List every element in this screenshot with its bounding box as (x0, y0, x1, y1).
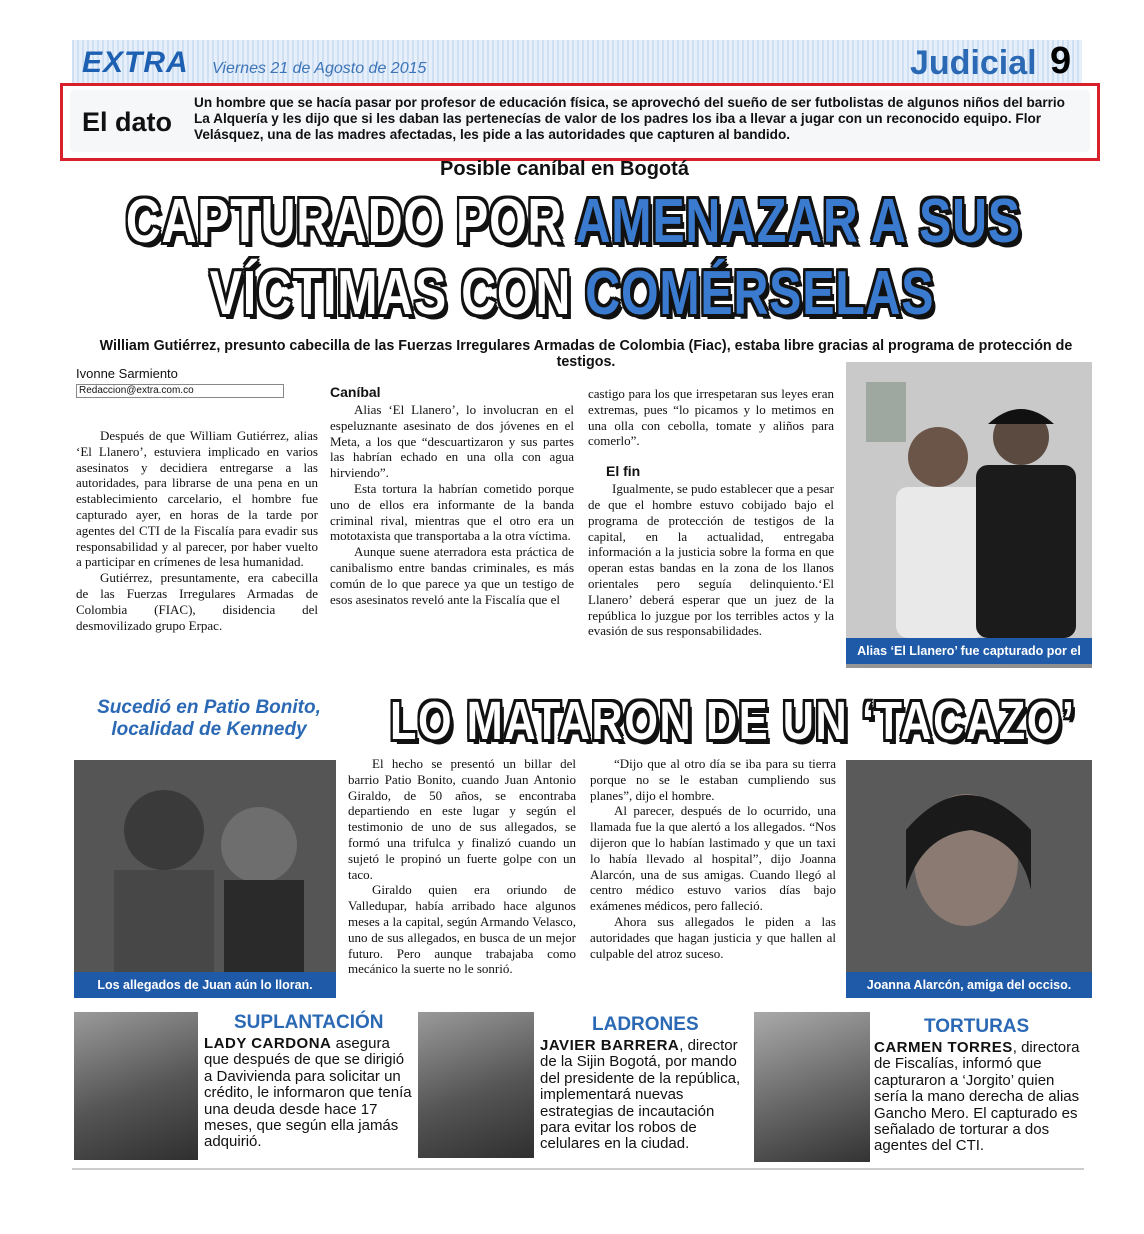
brief-body: , directora de Fiscalías, informó que capturaron a ‘Jorgito’ quien sería la mano derecha de alias Gancho Mero. El capturado es señalado de torturar a dos agentes del CTI. (874, 1039, 1080, 1155)
headline-part-blue: COMÉRSELAS (585, 259, 935, 328)
brief-title-ladrones: LADRONES (592, 1014, 699, 1035)
brief-text-suplantacion (204, 1036, 412, 1151)
story2-headline: LO MATARON DE UN ‘TACAZO’ (390, 691, 1076, 751)
brief-name: JAVIER BARRERA (540, 1037, 680, 1054)
photo-capture (846, 362, 1092, 668)
paragraph: “Dijo que al otro día se iba para su tierra porque no se le estaban cumpliendo sus planes”, dijo el hombre. (590, 756, 836, 803)
byline-email: Redaccion@extra.com.co (76, 384, 284, 398)
paragraph: Ahora sus allegados le piden a las autoridades que hagan justicia y que hallen al culpable del atroz suceso. (590, 913, 836, 961)
section-title: Judicial (910, 44, 1037, 82)
photo-lady-cardona (74, 1012, 198, 1160)
photo-carmen-torres (754, 1012, 870, 1162)
brief-text-torturas (874, 1040, 1084, 1155)
story2-column-2 (590, 756, 836, 961)
paragraph: Alias ‘El Llanero’, lo involucran en el espeluznante asesinato de dos jóvenes en el Meta, a los que “descuartizaron y sus partes las habrían echado en una olla con agua hirviendo”. (330, 402, 574, 481)
brief-title-suplantacion: SUPLANTACIÓN (234, 1012, 384, 1033)
byline: Ivonne Sarmiento (76, 366, 178, 381)
photo-mourners (74, 760, 336, 996)
story1-headline-line2 (126, 258, 1018, 329)
headline-part: CAPTURADO POR (125, 187, 576, 256)
story1-headline-line1 (125, 186, 1021, 257)
story1-column-3 (588, 386, 834, 639)
dato-label: El dato (82, 107, 173, 137)
brief-title-torturas: TORTURAS (924, 1016, 1030, 1037)
subheading: El fin (606, 463, 641, 480)
paragraph: Giraldo quien era oriundo de Valledupar, había arribado hace algunos meses a la capital, según Armando Velasco, uno de sus allegados, en busca de un mejor futuro. Pero aunque trabajaba como mecánico la suerte no le sonrió. (348, 882, 576, 977)
brief-text-ladrones (540, 1038, 748, 1153)
photo-caption: Los allegados de Juan aún lo lloran. (74, 972, 336, 998)
subheading: Caníbal (330, 384, 381, 400)
story2-kicker (76, 697, 342, 741)
story1-column-2 (330, 384, 574, 607)
headline-part: VÍCTIMAS CON (209, 259, 586, 328)
paragraph: Al parecer, después de lo ocurrido, una llamada fue la que alertó a los allegados. “Nos dijeron que lo habían lastimado y que un taxi lo había llevado al hospital”, dijo Joanna Alarcón, una de sus amigas. Cuando llegó al centro médico estuvo varios días bajo exámenes médicos, pero falleció. (590, 803, 836, 914)
bottom-rule (72, 1168, 1084, 1170)
paragraph: El hecho se presentó un billar del barrio Patio Bonito, cuando Juan Antonio Giraldo, de 50 años, se encontraba departiendo en este lugar y según el testimonio de uno de sus allegados, se formó una trifulca y finalizó cuando un sujetó le propinó un fuerte golpe con un taco. (348, 756, 576, 882)
issue-date: Viernes 21 de Agosto de 2015 (212, 60, 427, 77)
photo-javier-barrera (418, 1012, 534, 1158)
paragraph: Aunque suene aterradora esta práctica de canibalismo entre bandas criminales, es más común de lo que parece ya que un testigo de esos asesinatos reveló ante la Fiscalía que el (330, 544, 574, 607)
photo-capture-illustration (846, 362, 1092, 638)
story1-subhead: William Gutiérrez, presunto cabecilla de las Fuerzas Irregulares Armadas de Colombia (Fiac), estaba libre gracias al programa de protección de testigos. (99, 338, 1073, 370)
paragraph: Esta tortura la habrían cometido porque uno de ellos era informante de la banda criminal rival, mientras que el otro era un mototaxista que transportaba a la otra víctima. (330, 480, 574, 544)
story1-kicker: Posible caníbal en Bogotá (440, 158, 689, 180)
kicker-line: Sucedió en Patio Bonito, (97, 697, 321, 718)
brief-body: asegura que después de que se dirigió a Davivienda para solicitar un crédito, le informaron que tenía una deuda desde hace 17 meses, que según ella jamás adquirió. (204, 1035, 412, 1151)
photo-caption: Joanna Alarcón, amiga del occiso. (846, 972, 1092, 998)
newspaper-logo: EXTRA (82, 46, 189, 79)
photo-joanna-illustration (846, 760, 1092, 972)
paragraph: Después de que William Gutiérrez, alias ‘El Llanero’, estuviera implicado en varios asesinatos y decidiera entregarse a las autoridades, para librarse de una pena en un establecimiento carcelario, el hombre fue capturado ayer, en horas de la tarde por agentes del CTI de la Fiscalía para evadir sus responsabilidad y al parecer, por haber vuelto a participar en crímenes de lesa humanidad. (76, 428, 318, 570)
photo-mourners-illustration (74, 760, 336, 972)
brief-body: , director de la Sijin Bogotá, por mando del presidente de la república, implementará nuevas estrategias de incautación para evitar los robos de celulares en la ciudad. (540, 1037, 741, 1153)
headline-part-blue: AMENAZAR A SUS (575, 187, 1021, 256)
story2-column-1 (348, 756, 576, 977)
paragraph: Igualmente, se pudo establecer que a pesar de que el hombre estuvo cobijado bajo el programa de protección de testigos de la capital, en la actualidad, entregaba información a la justicia sobre la forma en que operan estas bandas en la zona de los llanos orientales pero seguía delinquiento.‘El Llanero’ deberá esperar que un juez de la república lo juzgue por los terribles actos y la evasión de sus responsabilidades. (588, 481, 834, 639)
dato-text: Un hombre que se hacía pasar por profesor de educación física, se aprovechó del sueño de ser futbolistas de algunos niños del barrio La Alquería y les dijo que si les daban las pertenecías de valor de los padres los iba a llevar a jugar con un reconocido equipo. Flor Velásquez, una de las madres afectadas, les pide a las autoridades que capturen al bandido. (194, 95, 1065, 142)
kicker-line: localidad de Kennedy (111, 719, 307, 740)
page-number: 9 (1050, 40, 1072, 82)
paragraph: castigo para los que irrespetaran sus leyes eran extremas, pues “lo picamos y lo metimos en una olla con cebolla, tomate y aliños para comerlo”. (588, 386, 834, 449)
paragraph: Gutiérrez, presuntamente, era cabecilla de las Fuerzas Irregulares Armadas de Colombia (FIAC), disidencia del desmovilizado grupo Erpac. (76, 570, 318, 633)
photo-caption: Alias ‘El Llanero’ fue capturado por el CTI. (846, 638, 1092, 664)
brief-name: LADY CARDONA (204, 1035, 332, 1052)
story1-column-1 (76, 428, 318, 633)
brief-name: CARMEN TORRES (874, 1039, 1013, 1056)
photo-joanna (846, 760, 1092, 998)
